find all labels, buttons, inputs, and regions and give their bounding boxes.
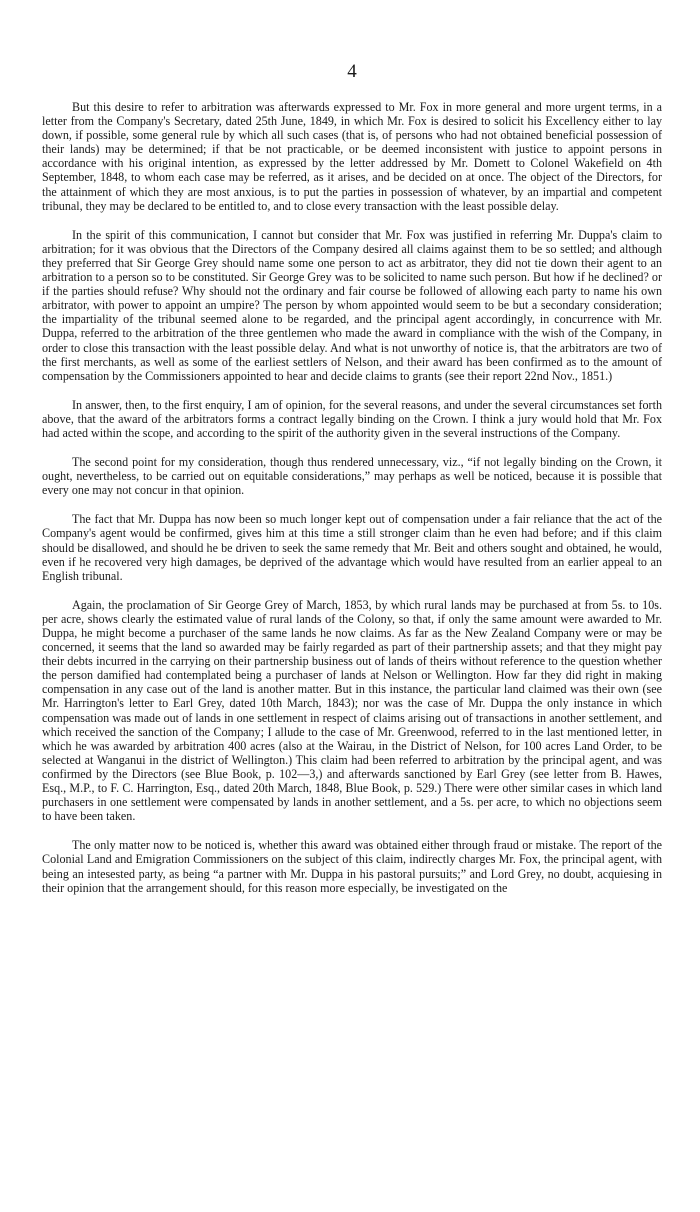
paragraph-fraud-or-mistake: The only matter now to be noticed is, whether this award was obtained either through fraud or mistake. The report of the Colonial Land and Emigration Commissioners on the subject of this claim, indirectly charges Mr. Fox, the principal agent, with being an intesested party, as being “a partner with Mr. Duppa in his pastoral pursuits;” and Lord Grey, no doubt, acquiesing in their opinion that the arrangement should, for this reason more especially, be investigated on the [42, 838, 662, 895]
document-page [42, 0, 662, 1212]
paragraph-second-point: The second point for my consideration, though thus rendered unnecessary, viz., “if not legally binding on the Crown, it ought, nevertheless, to be carried out on equitable considerations,” may perhaps as well be noticed, because it is possible that every one may not concur in that opinion. [42, 455, 662, 498]
paragraph-proclamation-land-value: Again, the proclamation of Sir George Grey of March, 1853, by which rural lands may be purchased at from 5s. to 10s. per acre, shows clearly the estimated value of rural lands of the Colony, so that, if only the same amount were awarded to Mr. Duppa, he might become a purchaser of the same lands he now claims. As far as the New Zealand Company were or may be concerned, it seems that the land so awarded may be fairly regarded as part of their partnership assets; and that they might pay their debts incurred in the carrying on their partnership business out of lands of theirs without reference to the question whether the person damified had contemplated being a purchaser of lands at Nelson or Wellington. How far they did right in making compensation in any case out of the land is another matter. But in this instance, the particular land claimed was their own (see Mr. Harrington's letter to Earl Grey, dated 10th March, 1843); nor was the case of Mr. Duppa the only instance in which compensation was made out of lands in one settlement in respect of claims arising out of transactions in another settlement, and which received the sanction of the Company; I allude to the case of Mr. Greenwood, referred to in the last mentioned letter, in which he was awarded by arbitration 400 acres (also at the Wairau, in the District of Nelson, for 100 acres Land Order, to be selected at Wanganui in the district of Wellington.) This claim had been referred to arbitration by the principal agent, and was confirmed by the Directors (see Blue Book, p. 102—3,) and afterwards sanctioned by Earl Grey (see letter from B. Hawes, Esq., M.P., to F. C. Harrington, Esq., dated 20th March, 1848, Blue Book, p. 529.) There were other similar cases in which land purchasers in one settlement were compensated by lands in another settlement, and a 5s. per acre, to which no objections seem to have been taken. [42, 597, 662, 824]
paragraph-first-enquiry-answer: In answer, then, to the first enquiry, I am of opinion, for the several reasons, and under the several circumstances set forth above, that the award of the arbitrators forms a contract legally binding on the Crown. I think a jury would hold that Mr. Fox had acted within the scope, and according to the spirit of the authority given in the several instructions of the Company. [42, 397, 662, 440]
paragraph-duppa-compensation: The fact that Mr. Duppa has now been so much longer kept out of compensation under a fair reliance that the act of the Company's agent would be confirmed, gives him at this time a still stronger claim than he even had before; and if this claim should be disallowed, and should he be driven to seek the same remedy that Mr. Beit and others sought and obtained, he would, even if he recovered very high damages, be deprived of the advantage which would have resulted from an earlier appeal to an English tribunal. [42, 512, 662, 583]
page-number: 4 [347, 61, 357, 82]
body-text [42, 100, 662, 910]
paragraph-arbitration-letter: But this desire to refer to arbitration was afterwards expressed to Mr. Fox in more general and more urgent terms, in a letter from the Company's Secretary, dated 25th June, 1849, in which Mr. Fox is desired to solicit his Excellency either to lay down, if possible, some general rule by which all such cases (that is, of persons who had not obtained beneficial possession of their lands) may be determined; if that be not practicable, or be deemed inconsistent with justice to appoint persons in accordance with his original intention, as expressed by the letter addressed by Mr. Domett to Colonel Wakefield on 4th September, 1848, to whom each case may be referred, as it arises, and be decided on at once. The object of the Directors, for the attainment of which they are most anxious, is to put the parties in possession of whatever, by an impartial and competent tribunal, they may be declared to be entitled to, and to close every transaction with the least possible delay. [42, 100, 662, 213]
paragraph-spirit-of-communication: In the spirit of this communication, I cannot but consider that Mr. Fox was justified in referring Mr. Duppa's claim to arbitration; for it was obvious that the Directors of the Company desired all claims against them to be so settled; and although they preferred that Sir George Grey should name some one person to act as arbitrator, they did not tie down their agent to an arbitration to a person so to be constituted. Sir George Grey was to be solicited to name such person. But how if he declined? or if the parties should refuse? Why should not the ordinary and fair course be followed of allowing each party to name his own arbitrator, with power to appoint an umpire? The person by whom appointed would seem to be but a secondary consideration; the impartiality of the tribunal seemed alone to be regarded, and the principal agent accordingly, in concurrence with Mr. Duppa, referred to the arbitration of the three gentlemen who made the award in compliance with the wish of the Company, in order to close this transaction with the least possible delay. And what is not unworthy of notice is, that the arbitrators are two of the first merchants, as well as some of the earliest settlers of Nelson, and their award has been confirmed as to the amount of compensation by the Commissioners appointed to hear and decide claims to grants (see their report 22nd Nov., 1851.) [42, 227, 662, 383]
